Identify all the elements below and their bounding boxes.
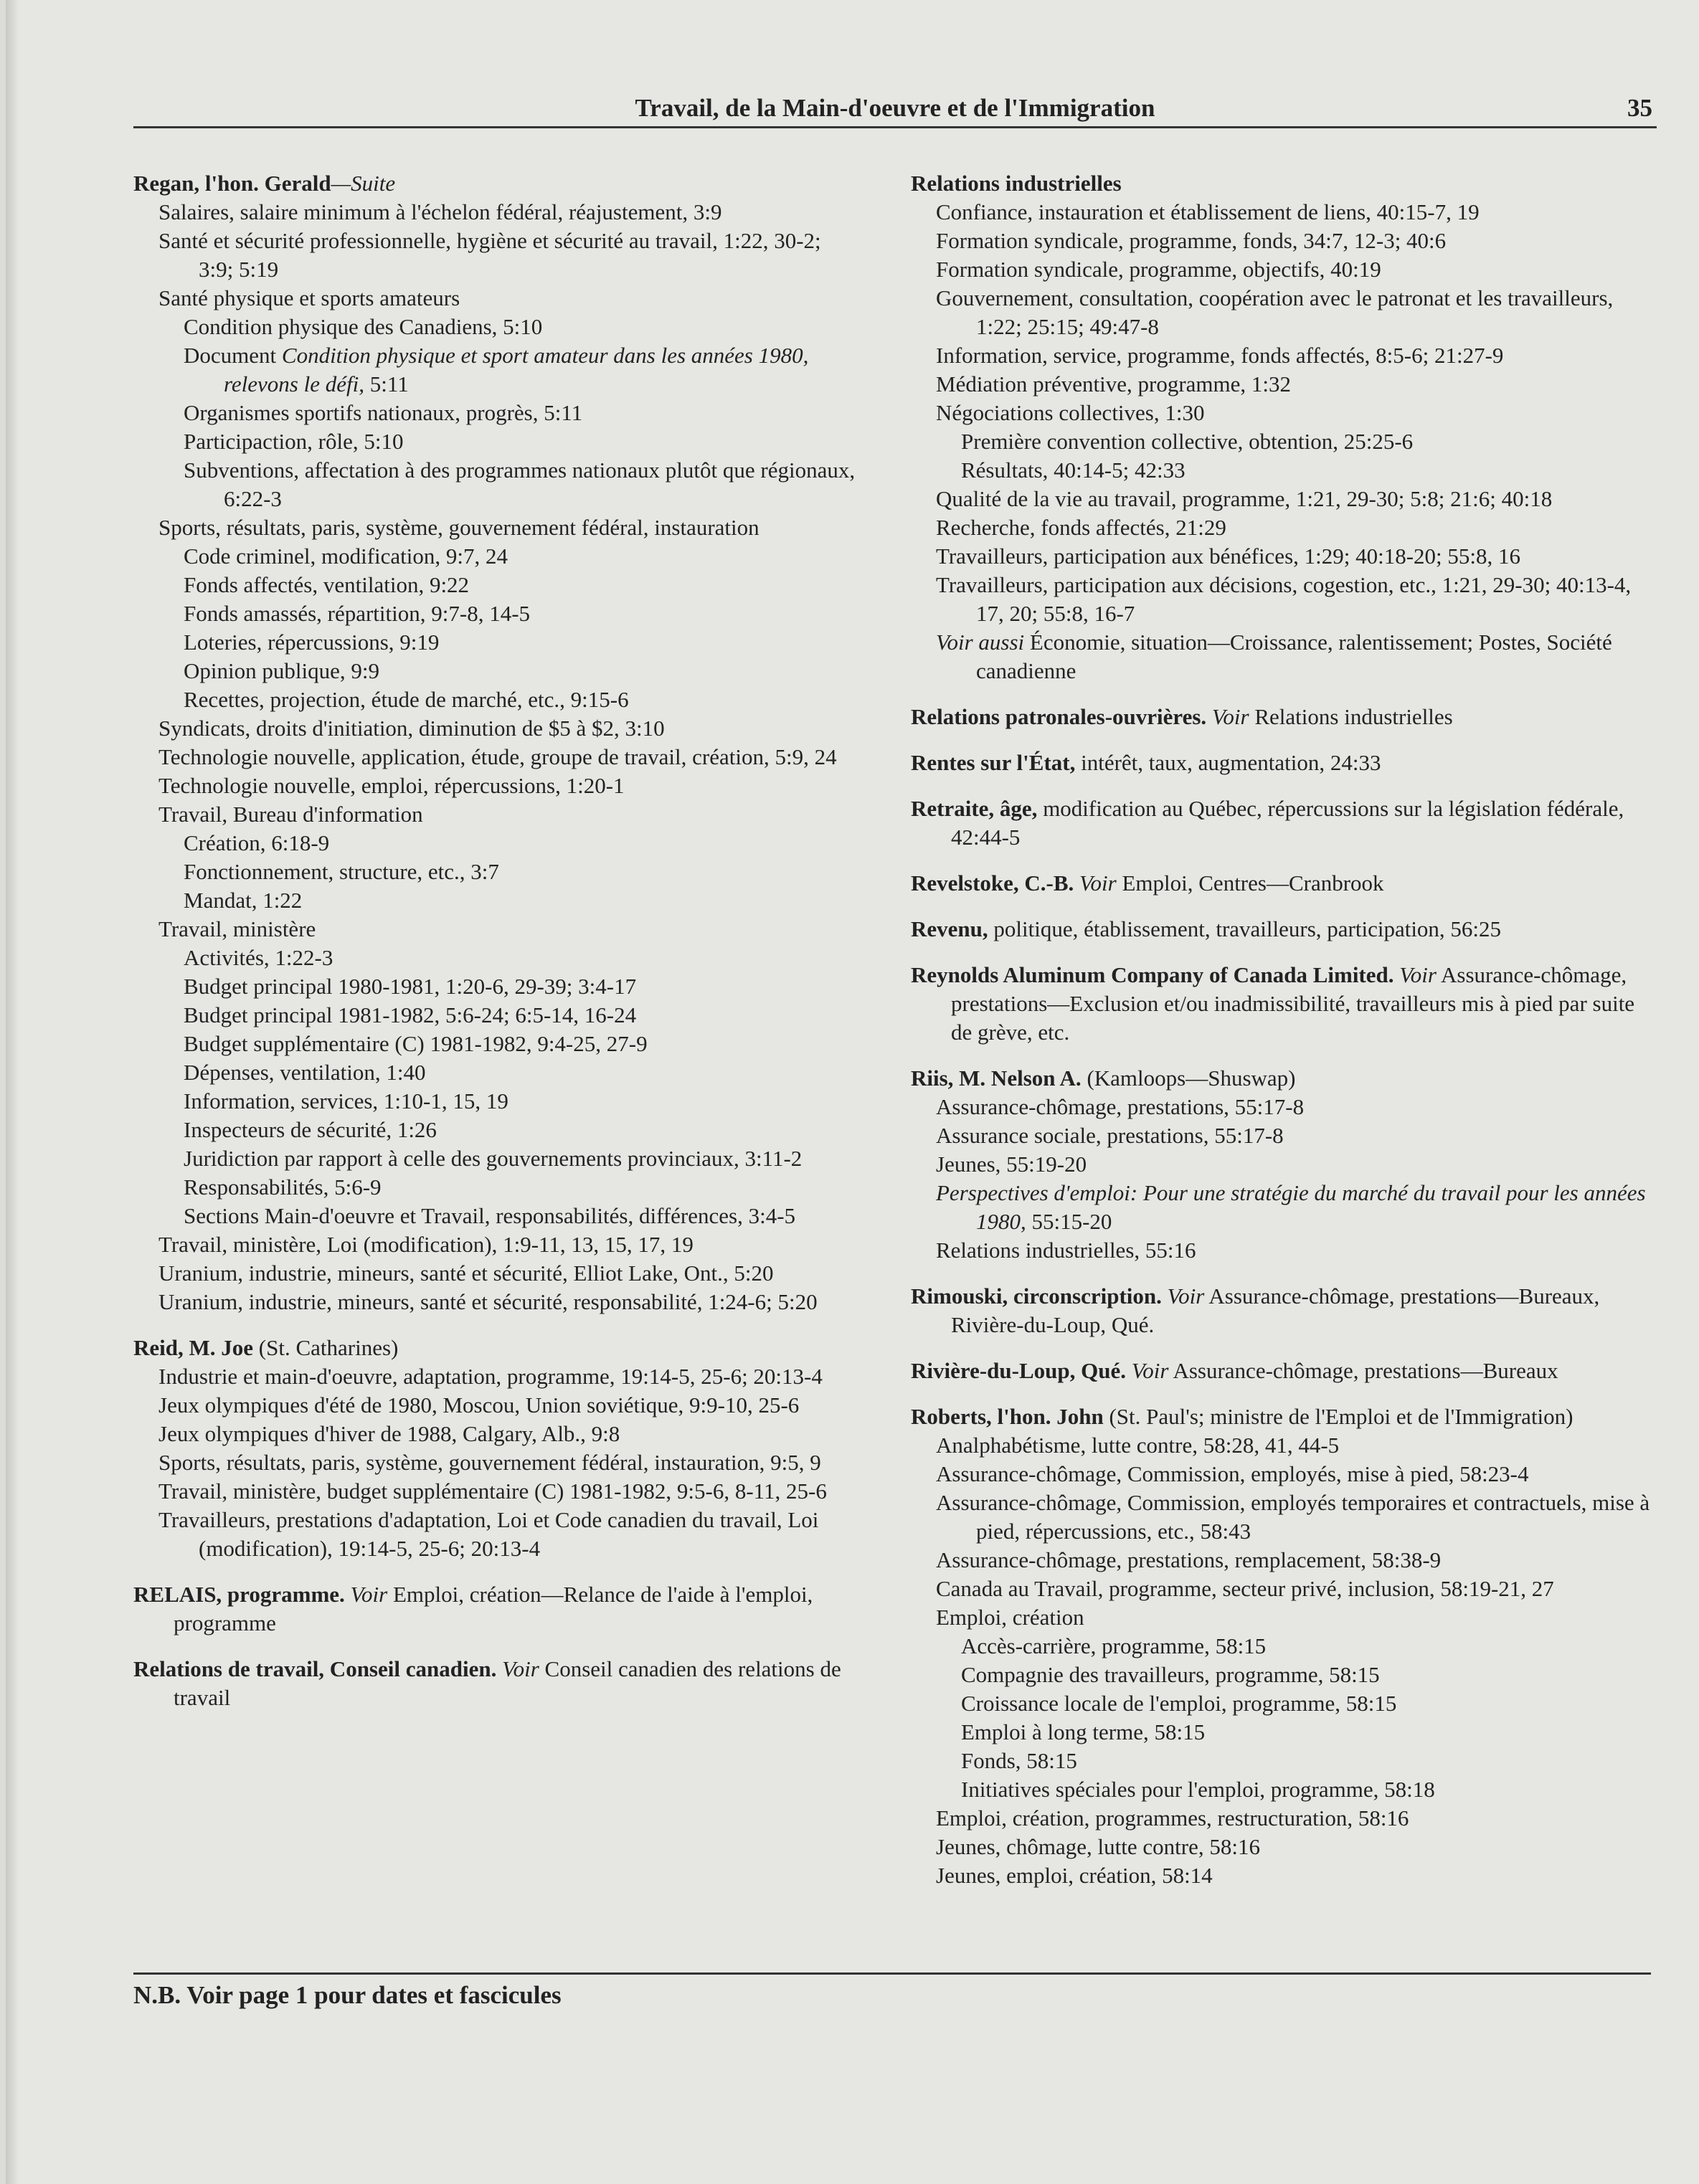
subentry: Travail, Bureau d'information (158, 802, 423, 827)
subentry-level2: Dépenses, ventilation, 1:40 (184, 1060, 426, 1085)
subentry-level2: Croissance locale de l'emploi, programme, 58:15 (961, 1691, 1397, 1716)
subentry: Jeux olympiques d'hiver de 1988, Calgary, Alb., 9:8 (158, 1421, 620, 1446)
subentry: Formation syndicale, programme, objectifs, 40:19 (936, 257, 1381, 282)
page-edge-shadow (6, 0, 19, 2184)
footer-note: N.B. Voir page 1 pour dates et fascicules (133, 1981, 562, 2009)
subentry: Jeunes, chômage, lutte contre, 58:16 (936, 1834, 1260, 1859)
index-entry-relations-industrielles (911, 169, 1657, 685)
subentry: Jeunes, 55:19-20 (936, 1152, 1087, 1177)
entry-heading: Rimouski, circonscription. Voir Assurance-chômage, prestations—Bureaux, Rivière-du-Loup, Qué. (911, 1283, 1600, 1337)
subentry: Qualité de la vie au travail, programme, 1:21, 29-30; 5:8; 21:6; 40:18 (936, 486, 1553, 511)
entry-heading: Reid, M. Joe (St. Catharines) (133, 1335, 399, 1360)
subentry: Négociations collectives, 1:30 (936, 400, 1205, 425)
subentry-level2: Accès-carrière, programme, 58:15 (961, 1633, 1267, 1658)
subentry-level2: Fonds, 58:15 (961, 1748, 1077, 1773)
subentry: Travail, ministère (158, 916, 316, 941)
subentry-level2: Compagnie des travailleurs, programme, 58:15 (961, 1662, 1380, 1687)
index-entry-rentes (911, 749, 1657, 777)
entry-heading: Reynolds Aluminum Company of Canada Limited. Voir Assurance-chômage, prestations—Exclusion et/ou inadmissibilité, travailleurs mis à pied par suite de grève, etc. (911, 962, 1635, 1045)
right-column (911, 169, 1657, 1907)
subentry: Travail, ministère, Loi (modification), 1:9-11, 13, 15, 17, 19 (158, 1232, 694, 1257)
subentry: Perspectives d'emploi: Pour une stratégie du marché du travail pour les années 1980, 55:15-20 (936, 1180, 1646, 1234)
page-number: 35 (1627, 94, 1652, 122)
entry-heading: Retraite, âge, modification au Québec, répercussions sur la législation fédérale, 42:44-5 (911, 796, 1624, 850)
subentry-level2: Création, 6:18-9 (184, 830, 330, 855)
index-entry-relations-patronales (911, 703, 1657, 731)
subentry: Assurance-chômage, prestations, 55:17-8 (936, 1094, 1305, 1119)
subentry-level2: Information, services, 1:10-1, 15, 19 (184, 1088, 508, 1114)
entry-heading: Rentes sur l'État, intérêt, taux, augmentation, 24:33 (911, 750, 1381, 775)
subentry: Assurance sociale, prestations, 55:17-8 (936, 1123, 1284, 1148)
subentry-level2: Condition physique des Canadiens, 5:10 (184, 314, 543, 339)
subentry: Travailleurs, participation aux décisions, cogestion, etc., 1:21, 29-30; 40:13-4, 17, 20; 55:8, 16-7 (936, 572, 1632, 626)
subentry: Canada au Travail, programme, secteur privé, inclusion, 58:19-21, 27 (936, 1576, 1554, 1601)
entry-heading: Roberts, l'hon. John (St. Paul's; ministre de l'Emploi et de l'Immigration) (911, 1404, 1573, 1429)
subentry: Emploi, création, programmes, restructuration, 58:16 (936, 1805, 1409, 1831)
subentry: Assurance-chômage, Commission, employés, mise à pied, 58:23-4 (936, 1461, 1529, 1486)
subentry-level2: Budget supplémentaire (C) 1981-1982, 9:4-25, 27-9 (184, 1031, 648, 1056)
subentry: Travailleurs, prestations d'adaptation, Loi et Code canadien du travail, Loi (modification), 19:14-5, 25-6; 20:13-4 (158, 1507, 819, 1561)
subentry-level2: Subventions, affectation à des programmes nationaux plutôt que régionaux, 6:22-3 (184, 457, 856, 511)
entry-heading: Riis, M. Nelson A. (Kamloops—Shuswap) (911, 1065, 1296, 1091)
subentry: Santé et sécurité professionnelle, hygiène et sécurité au travail, 1:22, 30-2; 3:9; 5:19 (158, 228, 821, 282)
subentry-level2: Recettes, projection, étude de marché, etc., 9:15-6 (184, 687, 629, 712)
index-entry-reynolds (911, 961, 1657, 1047)
subentry: Technologie nouvelle, application, étude, groupe de travail, création, 5:9, 24 (158, 744, 837, 769)
subentry: Gouvernement, consultation, coopération avec le patronat et les travailleurs, 1:22; 25:15; 49:47-8 (936, 285, 1614, 339)
entry-heading: Relations patronales-ouvrières. Voir Relations industrielles (911, 704, 1453, 729)
subentry-level2: Opinion publique, 9:9 (184, 658, 379, 683)
index-page (6, 0, 1699, 2184)
subentry-level2: Document Condition physique et sport amateur dans les années 1980, relevons le défi, 5:11 (184, 343, 809, 397)
subentry: Technologie nouvelle, emploi, répercussions, 1:20-1 (158, 773, 625, 798)
subentry-level2: Budget principal 1981-1982, 5:6-24; 6:5-14, 16-24 (184, 1002, 637, 1027)
index-entry-riis (911, 1064, 1657, 1265)
subentry-level2: Mandat, 1:22 (184, 888, 303, 913)
index-entry-retraite (911, 794, 1657, 852)
left-column (133, 169, 858, 1729)
subentry-level2: Initiatives spéciales pour l'emploi, programme, 58:18 (961, 1777, 1435, 1802)
subentry: Uranium, industrie, mineurs, santé et sécurité, Elliot Lake, Ont., 5:20 (158, 1260, 774, 1286)
subentry: Travail, ministère, budget supplémentaire (C) 1981-1982, 9:5-6, 8-11, 25-6 (158, 1478, 827, 1504)
index-entry-revelstoke (911, 869, 1657, 898)
subentry: Santé physique et sports amateurs (158, 285, 460, 310)
subentry: Jeux olympiques d'été de 1980, Moscou, Union soviétique, 9:9-10, 25-6 (158, 1392, 800, 1418)
subentry: Industrie et main-d'oeuvre, adaptation, programme, 19:14-5, 25-6; 20:13-4 (158, 1364, 823, 1389)
subentry: Sports, résultats, paris, système, gouvernement fédéral, instauration, 9:5, 9 (158, 1450, 821, 1475)
index-entry-regan (133, 169, 858, 1316)
subentry: Sports, résultats, paris, système, gouvernement fédéral, instauration (158, 515, 759, 540)
subentry-level2: Juridiction par rapport à celle des gouvernements provinciaux, 3:11-2 (184, 1146, 803, 1171)
running-title: Travail, de la Main-d'oeuvre et de l'Immigration (635, 94, 1155, 122)
entry-heading: Revelstoke, C.-B. Voir Emploi, Centres—Cranbrook (911, 870, 1384, 896)
index-entry-reid (133, 1334, 858, 1563)
subentry-level2: Fonds affectés, ventilation, 9:22 (184, 572, 470, 597)
subentry: Recherche, fonds affectés, 21:29 (936, 515, 1226, 540)
running-header (133, 92, 1657, 125)
index-entry-riviere-du-loup (911, 1357, 1657, 1385)
subentry-level2: Activités, 1:22-3 (184, 945, 333, 970)
subentry-level2: Organismes sportifs nationaux, progrès, 5:11 (184, 400, 583, 425)
subentry-level2: Emploi à long terme, 58:15 (961, 1719, 1206, 1744)
index-entry-roberts (911, 1402, 1657, 1890)
index-entry-relais (133, 1580, 858, 1638)
subentry-level2: Loteries, répercussions, 9:19 (184, 630, 440, 655)
subentry: Formation syndicale, programme, fonds, 34:7, 12-3; 40:6 (936, 228, 1447, 253)
entry-heading: Relations de travail, Conseil canadien. Voir Conseil canadien des relations de travail (133, 1656, 841, 1710)
subentry: Uranium, industrie, mineurs, santé et sécurité, responsabilité, 1:24-6; 5:20 (158, 1289, 818, 1314)
subentry-level2: Participaction, rôle, 5:10 (184, 429, 404, 454)
subentry-level2: Inspecteurs de sécurité, 1:26 (184, 1117, 437, 1142)
subentry-level2: Code criminel, modification, 9:7, 24 (184, 543, 508, 569)
entry-heading: Relations industrielles (911, 171, 1122, 196)
entry-heading: Revenu, politique, établissement, travailleurs, participation, 56:25 (911, 916, 1502, 941)
subentry-level2: Résultats, 40:14-5; 42:33 (961, 457, 1185, 483)
subentry-level2: Première convention collective, obtention, 25:25-6 (961, 429, 1414, 454)
subentry: Analphabétisme, lutte contre, 58:28, 41, 44-5 (936, 1433, 1340, 1458)
subentry: Assurance-chômage, prestations, remplacement, 58:38-9 (936, 1547, 1442, 1572)
subentry: Relations industrielles, 55:16 (936, 1238, 1196, 1263)
entry-heading: Rivière-du-Loup, Qué. Voir Assurance-chômage, prestations—Bureaux (911, 1358, 1558, 1383)
header-rule (133, 126, 1657, 128)
entry-heading: RELAIS, programme. Voir Emploi, création—Relance de l'aide à l'emploi, programme (133, 1582, 813, 1635)
subentry: Médiation préventive, programme, 1:32 (936, 371, 1292, 397)
subentry-level2: Budget principal 1980-1981, 1:20-6, 29-39; 3:4-17 (184, 974, 637, 999)
index-entry-rimouski (911, 1282, 1657, 1339)
index-entry-revenu (911, 915, 1657, 944)
subentry: Emploi, création (936, 1605, 1084, 1630)
subentry: Confiance, instauration et établissement de liens, 40:15-7, 19 (936, 199, 1480, 224)
subentry: Salaires, salaire minimum à l'échelon fédéral, réajustement, 3:9 (158, 199, 722, 224)
subentry-level2: Sections Main-d'oeuvre et Travail, responsabilités, différences, 3:4-5 (184, 1203, 796, 1228)
subentry: Jeunes, emploi, création, 58:14 (936, 1863, 1213, 1888)
entry-heading: Regan, l'hon. Gerald—Suite (133, 171, 396, 196)
subentry: Travailleurs, participation aux bénéfices, 1:29; 40:18-20; 55:8, 16 (936, 543, 1521, 569)
index-entry-relations-de-travail (133, 1655, 858, 1712)
subentry: Voir aussi Économie, situation—Croissance, ralentissement; Postes, Société canadienne (936, 630, 1612, 683)
subentry: Information, service, programme, fonds affectés, 8:5-6; 21:27-9 (936, 343, 1504, 368)
subentry-level2: Fonctionnement, structure, etc., 3:7 (184, 859, 499, 884)
subentry-level2: Fonds amassés, répartition, 9:7-8, 14-5 (184, 601, 531, 626)
footer-rule (133, 1972, 1651, 1975)
subentry: Assurance-chômage, Commission, employés temporaires et contractuels, mise à pied, répercussions, etc., 58:43 (936, 1490, 1650, 1544)
subentry: Syndicats, droits d'initiation, diminution de $5 à $2, 3:10 (158, 716, 665, 741)
subentry-level2: Responsabilités, 5:6-9 (184, 1174, 382, 1200)
